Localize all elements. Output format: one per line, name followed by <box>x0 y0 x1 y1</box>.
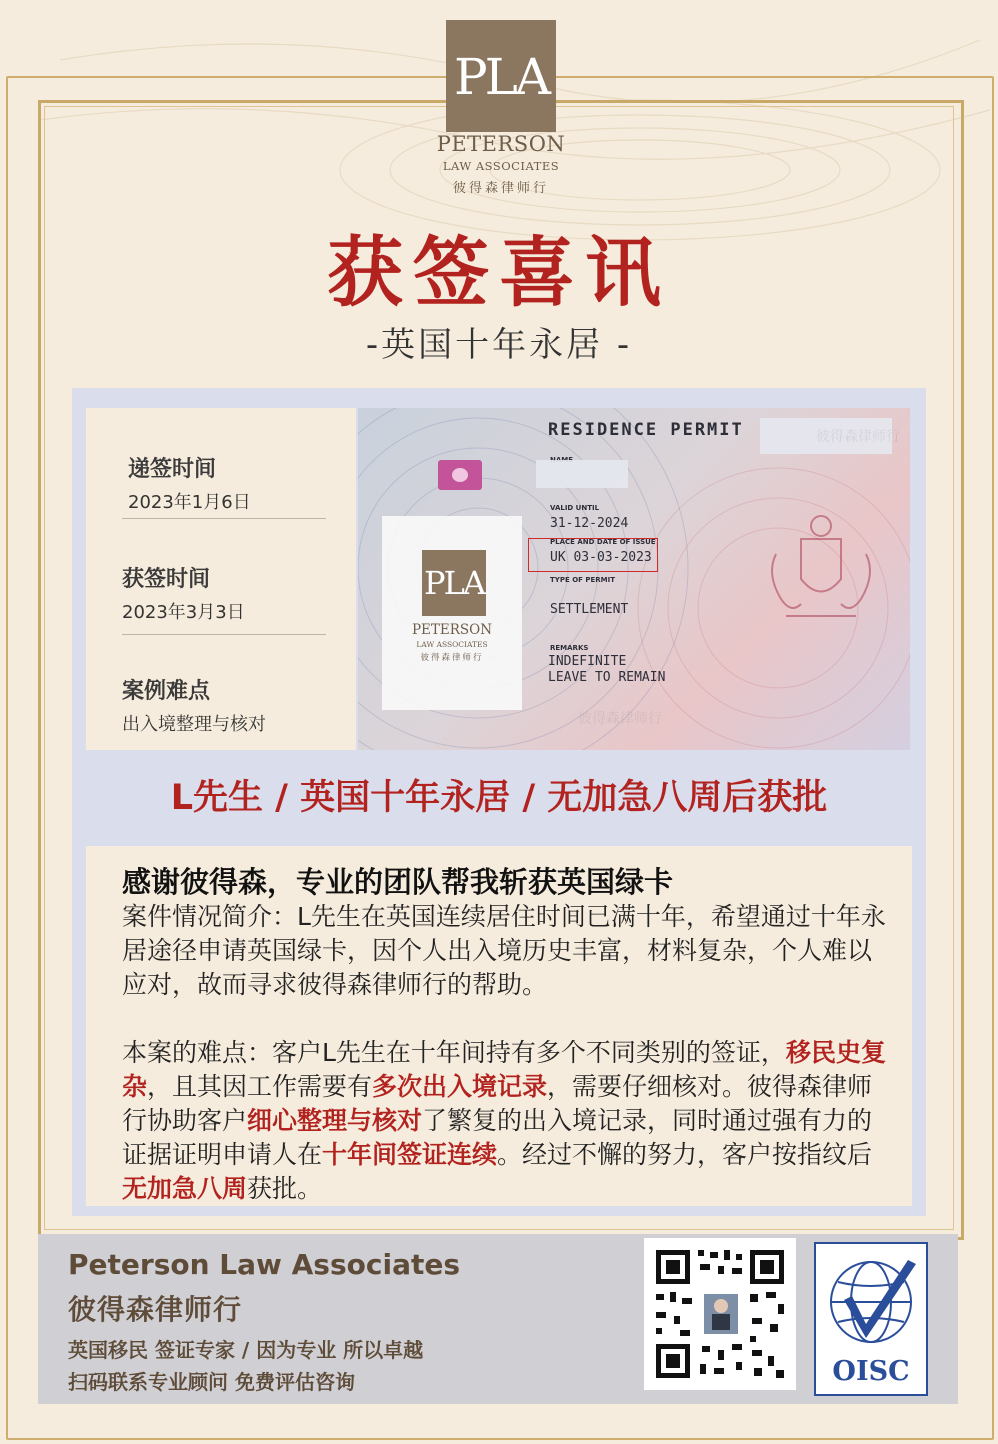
redacted-name <box>536 460 628 488</box>
page-subtitle: -英国十年永居 - <box>365 325 633 365</box>
case-difficulty-paragraph <box>122 1036 892 1206</box>
footer-company-english: Peterson Law Associates <box>68 1248 460 1281</box>
permit-remarks-line1: INDEFINITE <box>548 654 627 669</box>
body-heading: 感谢彼得森，专业的团队帮我斩获英国绿卡 <box>122 865 674 899</box>
plate-logo-subtitle: LAW ASSOCIATES <box>416 640 488 649</box>
watermark-text: 彼得森律师行 <box>816 429 900 445</box>
permit-valid-value: 31-12-2024 <box>550 516 629 531</box>
submit-date-label: 递签时间 <box>128 457 217 482</box>
difficulty-label: 案例难点 <box>122 679 211 704</box>
para-text: ，且其因工作需要有 <box>147 1072 373 1101</box>
para-highlight: 无加急八周 <box>122 1174 248 1203</box>
logo-monogram: PLA <box>454 48 548 106</box>
para-text: 了繁复的出入境记录，同时通过强有力的证据证明申请人在 <box>122 1106 873 1169</box>
para-text: 获批。 <box>247 1174 323 1203</box>
permit-chip-icon <box>438 460 482 490</box>
para-text: 本案的难点：客户L先生在十年间持有多个不同类别的签证， <box>122 1038 786 1067</box>
case-summary-paragraph: 案件情况简介：L先生在英国连续居住时间已满十年，希望通过十年永居途径申请英国绿卡，因个人出入境历史丰富，材料复杂，个人难以应对，故而寻求彼得森律师行的帮助。 <box>122 902 886 999</box>
case-banner: L先生 / 英国十年永居 / 无加急八周后获批 <box>170 778 828 818</box>
plate-logo-chinese: 彼得森律师行 <box>420 653 484 663</box>
footer-company-chinese: 彼得森律师行 <box>68 1293 243 1326</box>
para-highlight: 多次出入境记录 <box>372 1072 548 1101</box>
divider <box>122 518 326 519</box>
para-highlight: 细心整理与核对 <box>247 1106 423 1135</box>
plate-logo-monogram: PLA <box>422 550 486 616</box>
permit-title: RESIDENCE PERMIT <box>548 420 744 440</box>
watermark-logo-plate <box>382 516 522 710</box>
permit-valid-label: VALID UNTIL <box>550 504 600 512</box>
permit-issue-value: UK 03-03-2023 <box>550 550 652 565</box>
permit-issue-label: PLACE AND DATE OF ISSUE <box>550 538 656 546</box>
oisc-globe-check-icon <box>816 1250 926 1360</box>
page-title: 获签喜讯 <box>327 228 671 317</box>
residence-permit-image <box>358 408 910 750</box>
oisc-badge <box>814 1242 928 1396</box>
case-body-panel <box>86 846 912 1206</box>
oisc-label: OISC <box>832 1356 910 1387</box>
watermark-text: 彼得森律师行 <box>578 711 662 727</box>
footer-cta: 扫码联系专业顾问 免费评估咨询 <box>68 1370 355 1394</box>
para-highlight: 十年间签证连续 <box>322 1140 498 1169</box>
permit-remarks-label: REMARKS <box>550 644 589 652</box>
difficulty-value: 出入境整理与核对 <box>122 714 266 735</box>
divider <box>122 634 326 635</box>
plate-logo-name: PETERSON <box>411 622 493 638</box>
para-highlight: 移民史复杂 <box>122 1038 886 1101</box>
case-info-panel <box>86 408 356 750</box>
royal-coat-of-arms-icon <box>756 504 886 634</box>
wechat-qr-code[interactable] <box>644 1238 796 1390</box>
para-text: 。经过不懈的努力，客户按指纹后 <box>497 1140 873 1169</box>
footer-tagline: 英国移民 签证专家 / 因为专业 所以卓越 <box>68 1338 424 1362</box>
footer <box>38 1234 958 1404</box>
qr-code-icon <box>644 1238 796 1390</box>
approve-date-value: 2023年3月3日 <box>122 602 245 623</box>
permit-remarks-line2: LEAVE TO REMAIN <box>548 670 666 685</box>
logo-name: PETERSON <box>436 132 566 156</box>
highlight-box <box>528 538 658 572</box>
logo-chinese-name: 彼得森律师行 <box>452 181 549 196</box>
permit-type-label: TYPE OF PERMIT <box>550 576 616 584</box>
approve-date-label: 获签时间 <box>122 567 211 592</box>
para-text: ，需要仔细核对。彼得森律师行协助客户 <box>122 1072 873 1135</box>
brand-logo <box>446 20 556 132</box>
permit-type-value: SETTLEMENT <box>550 602 629 617</box>
submit-date-value: 2023年1月6日 <box>128 492 251 513</box>
logo-subtitle: LAW ASSOCIATES <box>442 159 560 173</box>
